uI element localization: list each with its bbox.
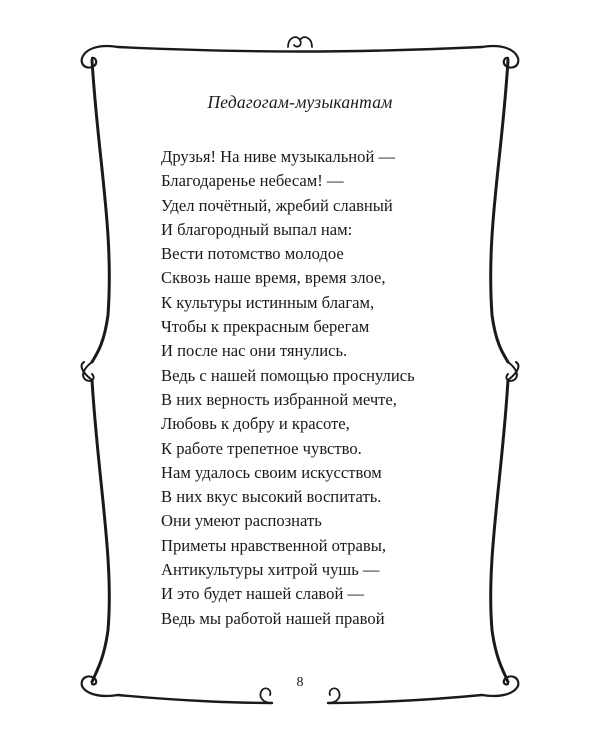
poem-line: Любовь к добру и красоте,: [161, 414, 350, 434]
poem-line: Они умеют распознать: [161, 511, 322, 531]
curl-mid-right: [506, 362, 518, 381]
frame-bottom-edge: [118, 695, 482, 703]
poem-line: Сквозь наше время, время злое,: [161, 268, 386, 288]
frame-left-lower-edge: [92, 380, 109, 682]
frame-top-edge: [118, 47, 482, 52]
poem-line: Антикультуры хитрой чушь —: [161, 560, 380, 580]
poem-body: [161, 145, 415, 631]
poem-line: К работе трепетное чувство.: [161, 438, 362, 458]
poem-line: В них верность избранной мечте,: [161, 389, 397, 409]
poem-line: Друзья! На ниве музыкальной —: [161, 147, 396, 166]
poem-line: Ведь мы работой нашей правой: [161, 608, 385, 628]
poem-line: И благородный выпал нам:: [161, 219, 353, 239]
poem-line: В них вкус высокий воспитать.: [161, 487, 382, 507]
poem-line: К культуры истинным благам,: [161, 292, 375, 312]
ornament-top-center-right: [300, 37, 312, 47]
poem-line: Благодаренье небесам! —: [161, 171, 344, 191]
poem-line: Вести потомство молодое: [161, 244, 344, 264]
poem-title: Педагогам-музыкантам: [207, 92, 393, 112]
page-number: 8: [296, 675, 304, 690]
poem-line: Ведь с нашей помощью проснулись: [161, 365, 415, 385]
poem-line: Удел почётный, жребий славный: [161, 195, 393, 215]
poem-line: Чтобы к прекрасным берегам: [161, 317, 370, 337]
curl-top-right: [482, 46, 518, 68]
curl-mid-left: [82, 362, 94, 381]
poem-line: Приметы нравственной отравы,: [161, 535, 386, 555]
poem-line: И после нас они тянулись.: [161, 341, 348, 361]
frame-right-lower-edge: [491, 380, 508, 682]
poem-line: Нам удалось своим искусством: [161, 462, 382, 482]
poem-line: И это будет нашей славой —: [161, 584, 365, 604]
ornament-top-center-left: [288, 37, 301, 47]
curl-top-left: [82, 46, 118, 68]
